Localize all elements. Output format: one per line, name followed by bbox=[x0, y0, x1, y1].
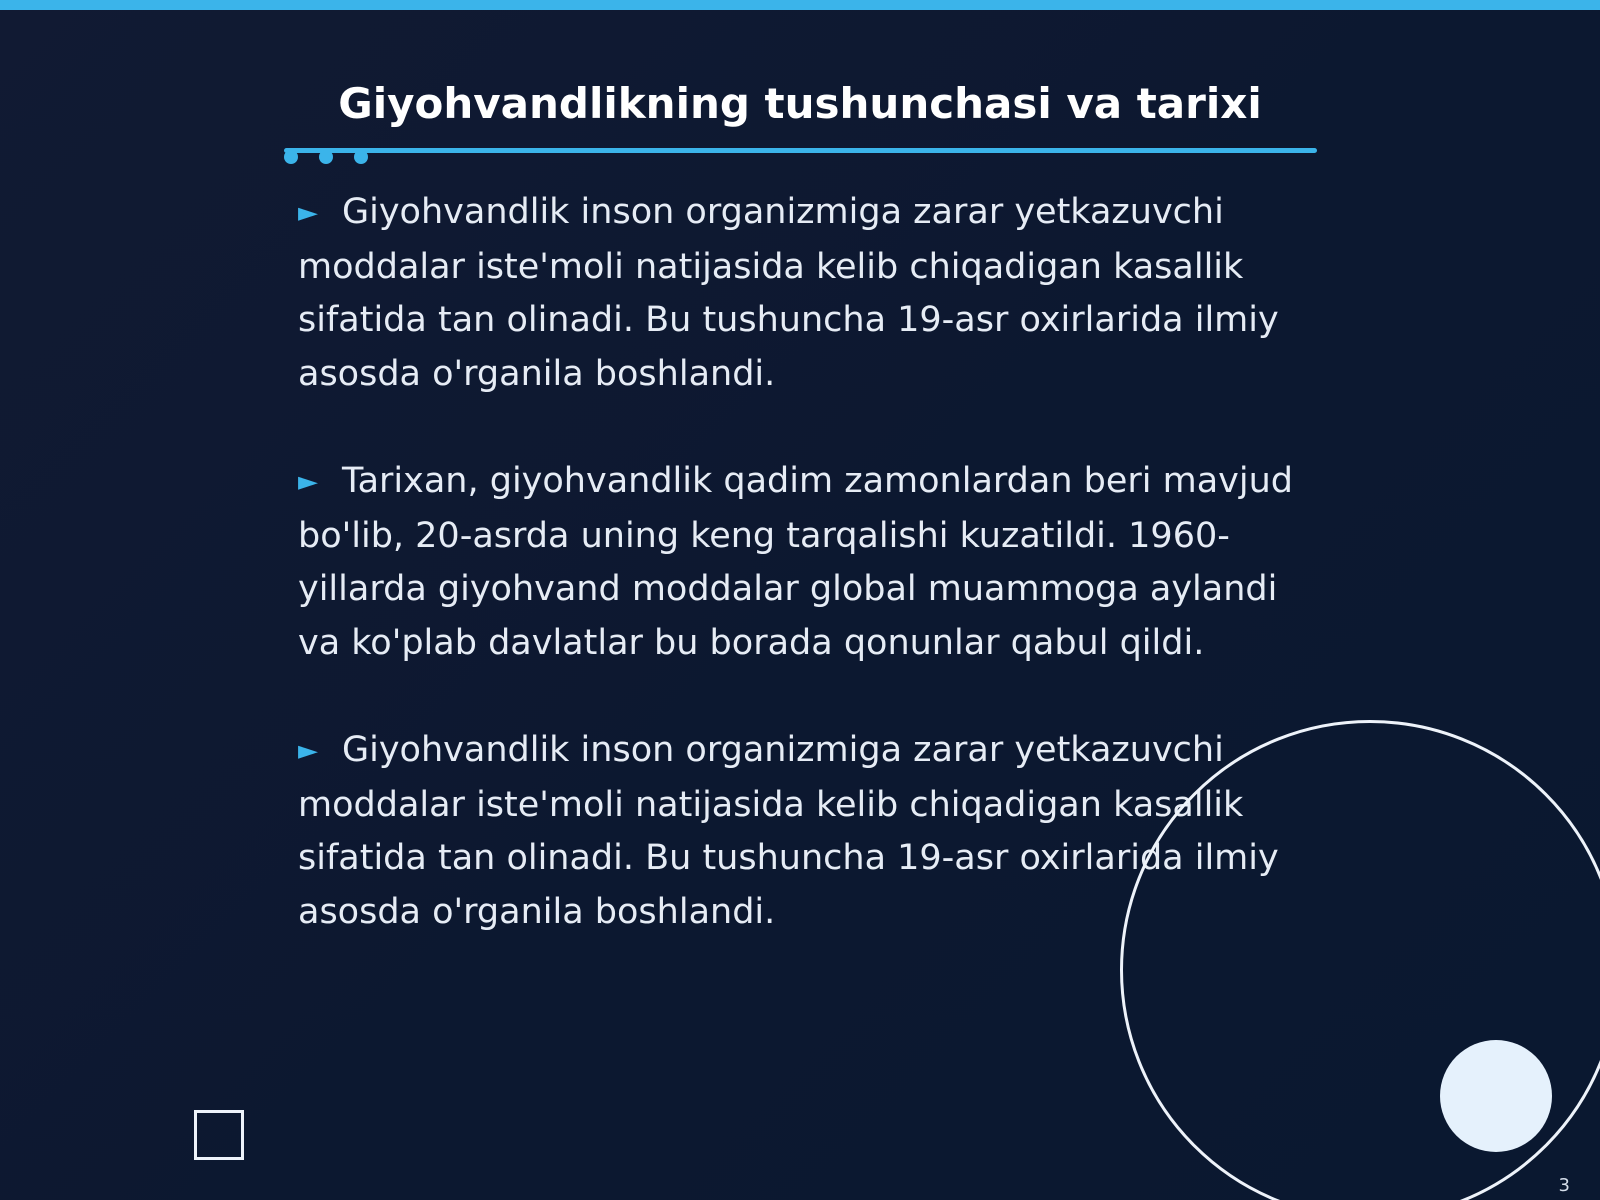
decorative-disc bbox=[1440, 1040, 1552, 1152]
bullet-text: Giyohvandlik inson organizmiga zarar yetkazuvchi moddalar iste'moli natijasida kelib chiqadigan kasallik sifatida tan olinadi. Bu tushuncha 19-asr oxirlarida ilmiy asosda o'rganila boshlandi. bbox=[298, 192, 1279, 394]
page-number: 3 bbox=[1558, 1175, 1570, 1196]
triangle-right-icon: ► bbox=[298, 736, 318, 766]
decorative-dot bbox=[354, 150, 368, 164]
top-accent-bar bbox=[0, 0, 1600, 10]
bullet-text: Tarixan, giyohvandlik qadim zamonlardan beri mavjud bo'lib, 20-asrda uning keng tarqalishi kuzatildi. 1960-yillarda giyohvand moddalar global muammoga aylandi va ko'plab davlatlar bu borada qonunlar qabul qildi. bbox=[298, 461, 1294, 663]
slide-title: Giyohvandlikning tushunchasi va tarixi bbox=[338, 79, 1262, 128]
triangle-right-icon: ► bbox=[298, 198, 318, 228]
decorative-square bbox=[194, 1110, 244, 1160]
bullet-item bbox=[298, 186, 1318, 401]
decorative-dot bbox=[284, 150, 298, 164]
triangle-right-icon: ► bbox=[298, 467, 318, 497]
bullet-item bbox=[298, 455, 1318, 670]
decorative-dot bbox=[319, 150, 333, 164]
bullet-text: Giyohvandlik inson organizmiga zarar yetkazuvchi moddalar iste'moli natijasida kelib chiqadigan kasallik sifatida tan olinadi. Bu tushuncha 19-asr oxirlarida ilmiy asosda o'rganila boshlandi. bbox=[298, 730, 1279, 932]
bullet-item bbox=[298, 724, 1318, 939]
title-underline bbox=[284, 148, 1317, 153]
bullet-list bbox=[298, 186, 1318, 993]
